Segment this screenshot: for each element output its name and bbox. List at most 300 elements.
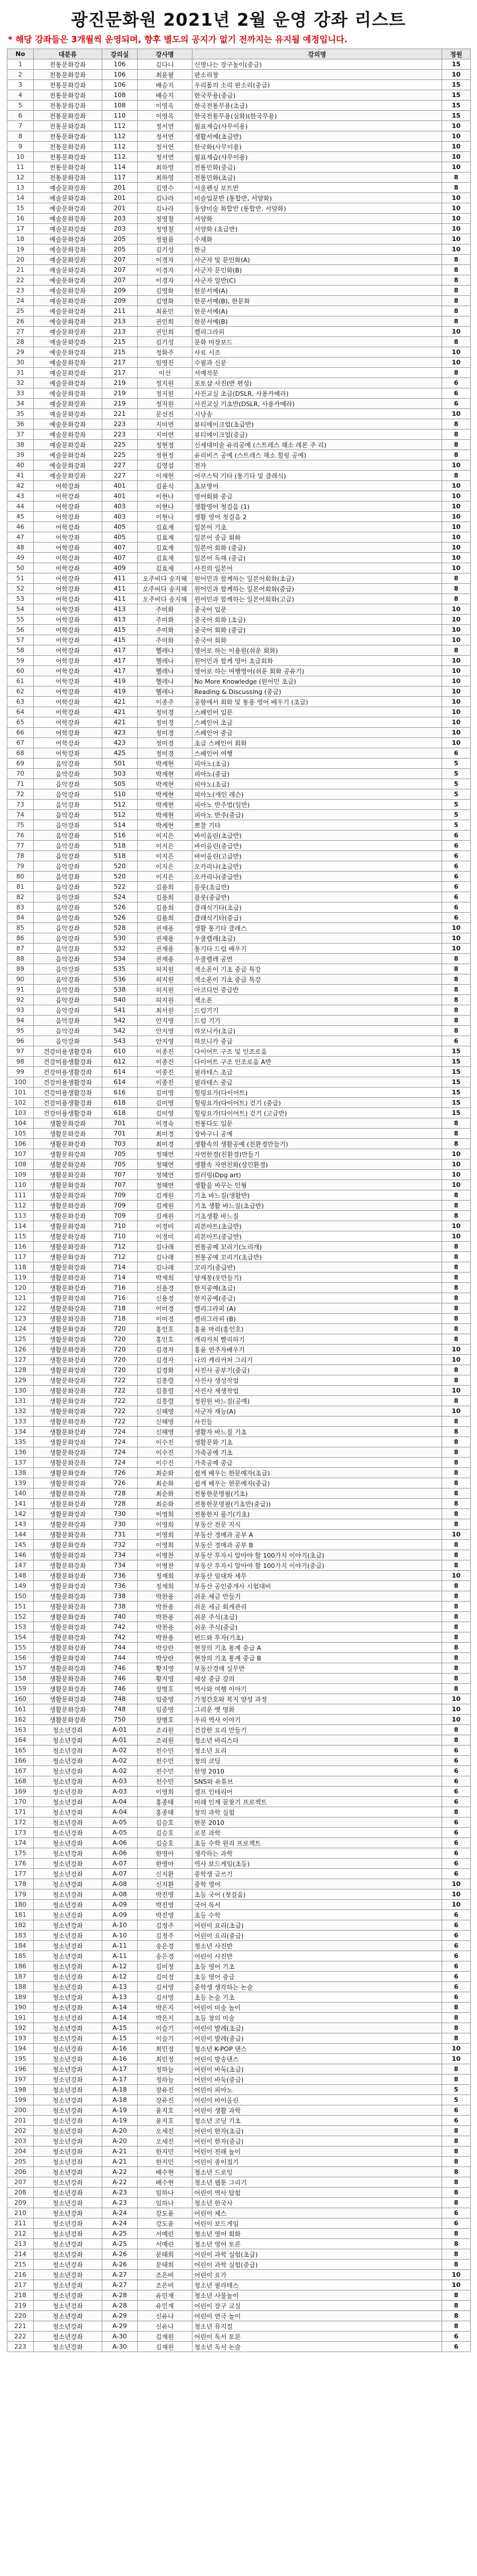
- cell-room: 738: [102, 1602, 138, 1612]
- cell-teacher: 정하늘: [138, 2064, 193, 2075]
- cell-teacher: 박계현: [138, 779, 193, 789]
- cell-category: 예술문화강좌: [34, 275, 102, 286]
- cell-teacher: 헬레나: [138, 676, 193, 687]
- table-row: [7, 2208, 471, 2218]
- cell-capacity: 6: [442, 851, 471, 861]
- cell-room: A-18: [102, 2095, 138, 2105]
- cell-no: 157: [7, 1663, 34, 1674]
- cell-teacher: 강도윤: [138, 2208, 193, 2218]
- header-teacher: 강사명: [138, 49, 193, 59]
- table-row: [7, 2280, 471, 2290]
- cell-teacher: 김용희: [138, 902, 193, 913]
- cell-teacher: 정지원: [138, 399, 193, 409]
- cell-category: 생활문화강좌: [34, 1118, 102, 1129]
- cell-no: 70: [7, 769, 34, 779]
- table-row: [7, 224, 471, 234]
- cell-capacity: 6: [442, 1931, 471, 1941]
- cell-category: 어학강좌: [34, 738, 102, 748]
- cell-capacity: 6: [442, 1992, 471, 2003]
- cell-no: 22: [7, 275, 34, 286]
- cell-course: 청소년 독서 논술: [193, 2342, 442, 2352]
- cell-capacity: 8: [442, 2136, 471, 2146]
- cell-category: 예술문화강좌: [34, 388, 102, 399]
- cell-category: 생활문화강좌: [34, 1201, 102, 1211]
- cell-teacher: 정혜연: [138, 1149, 193, 1159]
- cell-category: 생활문화강좌: [34, 1139, 102, 1149]
- cell-capacity: 8: [442, 255, 471, 265]
- cell-teacher: 최하영: [138, 162, 193, 172]
- cell-capacity: 10: [442, 1170, 471, 1180]
- cell-room: A-02: [102, 1766, 138, 1776]
- cell-teacher: 박찬용: [138, 1591, 193, 1602]
- cell-course: 우쿨렐레 공연: [193, 954, 442, 964]
- cell-capacity: 10: [442, 625, 471, 635]
- cell-no: 32: [7, 378, 34, 388]
- cell-teacher: 헬레나: [138, 687, 193, 697]
- cell-room: 720: [102, 1365, 138, 1375]
- cell-room: 201: [102, 203, 138, 214]
- cell-category: 어학강좌: [34, 615, 102, 625]
- table-row: [7, 728, 471, 738]
- cell-capacity: 8: [442, 296, 471, 306]
- table-row: [7, 1057, 471, 1067]
- cell-category: 청소년강좌: [34, 2126, 102, 2136]
- table-row: [7, 656, 471, 666]
- cell-teacher: 문태희: [138, 2260, 193, 2270]
- cell-no: 58: [7, 645, 34, 656]
- cell-no: 119: [7, 1273, 34, 1283]
- cell-no: 103: [7, 1108, 34, 1118]
- cell-no: 12: [7, 172, 34, 183]
- cell-course: 생활자 바느질 기초: [193, 1427, 442, 1437]
- table-row: [7, 1735, 471, 1746]
- cell-teacher: 이종진: [138, 1046, 193, 1057]
- table-row: [7, 2290, 471, 2301]
- cell-course: 어린이 요가: [193, 2270, 442, 2280]
- cell-teacher: 이현나: [138, 491, 193, 501]
- cell-room: 421: [102, 717, 138, 728]
- cell-capacity: 5: [442, 800, 471, 810]
- cell-course: 서양화 (초급반): [193, 224, 442, 234]
- cell-teacher: 최서원: [138, 1005, 193, 1016]
- cell-category: 어학강좌: [34, 645, 102, 656]
- cell-category: 예술문화강좌: [34, 193, 102, 203]
- cell-room: A-21: [102, 2157, 138, 2167]
- cell-teacher: 이영희: [138, 1530, 193, 1540]
- cell-course: 미래 인재 꿈찾기 프로젝트: [193, 1797, 442, 1807]
- cell-capacity: 10: [442, 1355, 471, 1365]
- table-row: [7, 1519, 471, 1530]
- cell-room: 211: [102, 306, 138, 316]
- cell-course: 전통다도 입문: [193, 1118, 442, 1129]
- table-row: [7, 1427, 471, 1437]
- cell-room: 403: [102, 512, 138, 522]
- cell-course: 뷰티메이크업(중급): [193, 430, 442, 440]
- cell-capacity: 8: [442, 2167, 471, 2177]
- cell-category: 음악강좌: [34, 861, 102, 872]
- cell-capacity: 8: [442, 1283, 471, 1293]
- cell-course: 부동산 공인중개사 시험대비: [193, 1581, 442, 1591]
- cell-teacher: 김나래: [138, 1242, 193, 1252]
- table-row: [7, 522, 471, 532]
- cell-room: 203: [102, 224, 138, 234]
- cell-teacher: 박찬용: [138, 1612, 193, 1622]
- cell-capacity: 8: [442, 964, 471, 974]
- table-row: [7, 1026, 471, 1036]
- cell-capacity: 10: [442, 676, 471, 687]
- cell-teacher: 배승지: [138, 90, 193, 101]
- cell-course: 생활을 바꾸는 인형: [193, 1180, 442, 1190]
- cell-capacity: 10: [442, 563, 471, 573]
- cell-course: 플룻(초급반): [193, 882, 442, 892]
- cell-capacity: 8: [442, 1653, 471, 1663]
- cell-teacher: 권재용: [138, 923, 193, 933]
- cell-category: 어학강좌: [34, 543, 102, 553]
- cell-capacity: 6: [442, 2342, 471, 2352]
- cell-course: 양재봉(옷만들기): [193, 1273, 442, 1283]
- cell-category: 생활문화강좌: [34, 1509, 102, 1519]
- cell-capacity: 10: [442, 501, 471, 512]
- cell-capacity: 10: [442, 923, 471, 933]
- cell-category: 음악강좌: [34, 933, 102, 944]
- cell-teacher: 윤지호: [138, 2105, 193, 2116]
- cell-course: 청소년 영어 회화: [193, 2229, 442, 2239]
- table-row: [7, 1314, 471, 1324]
- cell-category: 청소년강좌: [34, 1910, 102, 1920]
- cell-category: 청소년강좌: [34, 2044, 102, 2054]
- table-row: [7, 1725, 471, 1735]
- cell-teacher: 임하나: [138, 2198, 193, 2208]
- cell-room: 744: [102, 1643, 138, 1653]
- table-row: [7, 2136, 471, 2146]
- cell-no: 105: [7, 1129, 34, 1139]
- cell-room: 516: [102, 830, 138, 841]
- table-row: [7, 1838, 471, 1848]
- cell-capacity: 8: [442, 2290, 471, 2301]
- cell-course: 캘리그라피 (B): [193, 1314, 442, 1324]
- cell-capacity: 10: [442, 1694, 471, 1704]
- cell-course: 오카리나(초급반): [193, 861, 442, 872]
- table-row: [7, 1221, 471, 1231]
- cell-category: 음악강좌: [34, 851, 102, 861]
- cell-room: 710: [102, 1231, 138, 1242]
- cell-teacher: 황지영: [138, 1663, 193, 1674]
- cell-teacher: 이종진: [138, 1057, 193, 1067]
- cell-course: 어린이 미술 놀이: [193, 2003, 442, 2013]
- cell-course: 부동산 경매과 공부 A: [193, 1530, 442, 1540]
- cell-no: 170: [7, 1797, 34, 1807]
- cell-capacity: 8: [442, 594, 471, 604]
- cell-no: 124: [7, 1324, 34, 1334]
- cell-no: 50: [7, 563, 34, 573]
- cell-course: 현장의 기초 통계 중급 A: [193, 1643, 442, 1653]
- table-row: [7, 316, 471, 327]
- cell-room: A-27: [102, 2280, 138, 2290]
- cell-room: 223: [102, 430, 138, 440]
- table-row: [7, 1458, 471, 1468]
- cell-capacity: 8: [442, 1293, 471, 1303]
- cell-capacity: 8: [442, 1396, 471, 1406]
- cell-course: 자연한경(친환경)만들기: [193, 1149, 442, 1159]
- cell-capacity: 8: [442, 183, 471, 193]
- cell-course: 가죽공예 중급: [193, 1458, 442, 1468]
- table-row: [7, 687, 471, 697]
- cell-room: A-24: [102, 2218, 138, 2229]
- header-capacity: 정원: [442, 49, 471, 59]
- cell-capacity: 6: [442, 388, 471, 399]
- cell-room: 746: [102, 1674, 138, 1684]
- cell-course: 원어민과 함께하는 일본어회화(초급): [193, 573, 442, 584]
- cell-capacity: 10: [442, 409, 471, 419]
- cell-course: 어린이 한자(중급): [193, 2136, 442, 2146]
- cell-capacity: 8: [442, 1262, 471, 1273]
- cell-teacher: 박찬용: [138, 1622, 193, 1632]
- cell-room: 501: [102, 759, 138, 769]
- table-row: [7, 2044, 471, 2054]
- cell-capacity: 10: [442, 214, 471, 224]
- cell-capacity: 8: [442, 645, 471, 656]
- table-row: [7, 1828, 471, 1838]
- cell-capacity: 5: [442, 779, 471, 789]
- cell-room: 738: [102, 1591, 138, 1602]
- cell-no: 183: [7, 1931, 34, 1941]
- cell-no: 115: [7, 1231, 34, 1242]
- table-row: [7, 2013, 471, 2023]
- cell-category: 생활문화강좌: [34, 1242, 102, 1252]
- cell-no: 89: [7, 964, 34, 974]
- cell-course: 청소년 영어 토론: [193, 2239, 442, 2249]
- cell-no: 20: [7, 255, 34, 265]
- cell-teacher: 정미경: [138, 748, 193, 759]
- cell-course: 나의 캐리커처 그리기: [193, 1355, 442, 1365]
- table-row: [7, 1190, 471, 1201]
- cell-category: 음악강좌: [34, 954, 102, 964]
- cell-no: 35: [7, 409, 34, 419]
- cell-room: 415: [102, 635, 138, 645]
- cell-capacity: 8: [442, 1211, 471, 1221]
- cell-room: A-12: [102, 1961, 138, 1972]
- cell-course: 통기타 드럼 배우기: [193, 944, 442, 954]
- cell-course: 어린이 연극 놀이: [193, 2311, 442, 2321]
- cell-category: 어학강좌: [34, 553, 102, 563]
- cell-no: 130: [7, 1386, 34, 1396]
- table-row: [7, 2167, 471, 2177]
- cell-room: 736: [102, 1581, 138, 1591]
- cell-teacher: 김흥렬: [138, 1396, 193, 1406]
- cell-teacher: 임중영: [138, 1694, 193, 1704]
- cell-room: 541: [102, 1005, 138, 1016]
- cell-room: A-20: [102, 2126, 138, 2136]
- cell-course: 어린이 역사 탐험: [193, 2188, 442, 2198]
- cell-no: 197: [7, 2075, 34, 2085]
- table-row: [7, 142, 471, 152]
- cell-teacher: 김재원: [138, 2332, 193, 2342]
- cell-course: 정원원 바느질(공예): [193, 1396, 442, 1406]
- cell-teacher: 정필름: [138, 234, 193, 244]
- cell-teacher: 윤지호: [138, 2116, 193, 2126]
- cell-capacity: 6: [442, 748, 471, 759]
- cell-course: 한문서예(A): [193, 286, 442, 296]
- table-row: [7, 944, 471, 954]
- cell-capacity: 10: [442, 1571, 471, 1581]
- cell-course: 창의 과학 실험: [193, 1807, 442, 1817]
- cell-teacher: 조은비: [138, 2280, 193, 2290]
- cell-teacher: 지미연: [138, 430, 193, 440]
- cell-capacity: 8: [442, 337, 471, 347]
- cell-category: 생활문화강좌: [34, 1602, 102, 1612]
- table-row: [7, 2126, 471, 2136]
- cell-category: 전통문화강좌: [34, 59, 102, 70]
- cell-capacity: 10: [442, 944, 471, 954]
- cell-capacity: 8: [442, 1488, 471, 1499]
- cell-teacher: 안지영: [138, 1026, 193, 1036]
- table-row: [7, 697, 471, 707]
- cell-category: 청소년강좌: [34, 2208, 102, 2218]
- table-row: [7, 1488, 471, 1499]
- cell-category: 생활문화강좌: [34, 1252, 102, 1262]
- cell-no: 150: [7, 1591, 34, 1602]
- cell-category: 음악강좌: [34, 830, 102, 841]
- cell-capacity: 6: [442, 902, 471, 913]
- cell-course: 힐링요가(다이어트) 걷기 (중급): [193, 1098, 442, 1108]
- cell-course: 아코디언 중급반: [193, 985, 442, 995]
- cell-room: 201: [102, 183, 138, 193]
- cell-no: 122: [7, 1303, 34, 1314]
- cell-capacity: 15: [442, 1046, 471, 1057]
- cell-room: 731: [102, 1530, 138, 1540]
- cell-course: 청소년 코딩 기초: [193, 2116, 442, 2126]
- cell-course: 어린이 전래 놀이: [193, 2146, 442, 2157]
- table-row: [7, 1961, 471, 1972]
- cell-category: 건강미용생활강좌: [34, 1088, 102, 1098]
- cell-category: 어학강좌: [34, 625, 102, 635]
- cell-room: 722: [102, 1386, 138, 1396]
- cell-teacher: 이수진: [138, 1447, 193, 1458]
- cell-no: 205: [7, 2157, 34, 2167]
- cell-no: 55: [7, 615, 34, 625]
- cell-no: 67: [7, 738, 34, 748]
- cell-category: 어학강좌: [34, 656, 102, 666]
- cell-course: 초등 영어 기초: [193, 1961, 442, 1972]
- cell-capacity: 8: [442, 1550, 471, 1560]
- cell-teacher: 권재용: [138, 933, 193, 944]
- cell-capacity: 8: [442, 2064, 471, 2075]
- cell-category: 청소년강좌: [34, 1992, 102, 2003]
- header-room: 강의실: [102, 49, 138, 59]
- cell-no: 83: [7, 902, 34, 913]
- cell-room: A-30: [102, 2342, 138, 2352]
- cell-teacher: 이선: [138, 368, 193, 378]
- cell-teacher: 홍인호: [138, 1324, 193, 1334]
- cell-room: 740: [102, 1612, 138, 1622]
- cell-capacity: 10: [442, 697, 471, 707]
- cell-teacher: 김효재: [138, 563, 193, 573]
- cell-no: 100: [7, 1077, 34, 1088]
- cell-room: 407: [102, 543, 138, 553]
- cell-no: 33: [7, 388, 34, 399]
- cell-no: 212: [7, 2229, 34, 2239]
- cell-no: 46: [7, 522, 34, 532]
- cell-no: 82: [7, 892, 34, 902]
- cell-teacher: 정하늘: [138, 2075, 193, 2085]
- cell-teacher: 최순화: [138, 1478, 193, 1488]
- table-row: [7, 1303, 471, 1314]
- cell-capacity: 10: [442, 2044, 471, 2054]
- header-course: 강의명: [193, 49, 442, 59]
- cell-category: 청소년강좌: [34, 2013, 102, 2023]
- table-row: [7, 1396, 471, 1406]
- cell-teacher: 신혜영: [138, 1427, 193, 1437]
- table-row: [7, 460, 471, 471]
- cell-no: 133: [7, 1417, 34, 1427]
- cell-capacity: 8: [442, 2126, 471, 2136]
- cell-teacher: 정서연: [138, 131, 193, 142]
- cell-category: 생활문화강좌: [34, 1149, 102, 1159]
- cell-teacher: 정현정: [138, 450, 193, 460]
- cell-no: 191: [7, 2013, 34, 2023]
- table-row: [7, 954, 471, 964]
- cell-room: 223: [102, 419, 138, 430]
- cell-course: 청소년 사물놀이: [193, 2290, 442, 2301]
- header-no: No: [7, 49, 34, 59]
- cell-no: 48: [7, 543, 34, 553]
- cell-teacher: 최순화: [138, 1499, 193, 1509]
- cell-capacity: 10: [442, 1406, 471, 1417]
- table-row: [7, 296, 471, 306]
- cell-course: 청소년 필라테스: [193, 2280, 442, 2290]
- cell-category: 청소년강좌: [34, 2270, 102, 2280]
- cell-room: 610: [102, 1046, 138, 1057]
- cell-category: 청소년강좌: [34, 2075, 102, 2085]
- cell-room: 518: [102, 851, 138, 861]
- table-row: [7, 2003, 471, 2013]
- cell-capacity: 10: [442, 1149, 471, 1159]
- cell-course: 뷰티메이크업(초급반): [193, 419, 442, 430]
- cell-course: 초등 수학: [193, 1910, 442, 1920]
- cell-course: 청소년 드로잉: [193, 2167, 442, 2177]
- cell-no: 118: [7, 1262, 34, 1273]
- cell-category: 생활문화강좌: [34, 1345, 102, 1355]
- header-category: 대분류: [34, 49, 102, 59]
- cell-room: 701: [102, 1129, 138, 1139]
- cell-category: 청소년강좌: [34, 2280, 102, 2290]
- cell-teacher: 이영희: [138, 1787, 193, 1797]
- cell-room: A-07: [102, 1859, 138, 1869]
- cell-category: 예술문화강좌: [34, 214, 102, 224]
- table-row: [7, 779, 471, 789]
- cell-category: 음악강좌: [34, 902, 102, 913]
- table-row: [7, 471, 471, 481]
- cell-category: 생활문화강좌: [34, 1427, 102, 1437]
- cell-teacher: 유민재: [138, 2301, 193, 2311]
- cell-course: 청소년 웹툰 그리기: [193, 2177, 442, 2188]
- cell-room: A-08: [102, 1889, 138, 1900]
- cell-capacity: 10: [442, 234, 471, 244]
- cell-capacity: 5: [442, 2095, 471, 2105]
- cell-room: 405: [102, 532, 138, 543]
- table-row: [7, 1293, 471, 1303]
- table-row: [7, 388, 471, 399]
- table-row: [7, 2105, 471, 2116]
- cell-no: 79: [7, 861, 34, 872]
- cell-no: 63: [7, 697, 34, 707]
- cell-category: 청소년강좌: [34, 1900, 102, 1910]
- cell-no: 37: [7, 430, 34, 440]
- table-row: [7, 1869, 471, 1879]
- cell-no: 156: [7, 1653, 34, 1663]
- cell-course: 필라테스 중급: [193, 1077, 442, 1088]
- cell-capacity: 5: [442, 820, 471, 830]
